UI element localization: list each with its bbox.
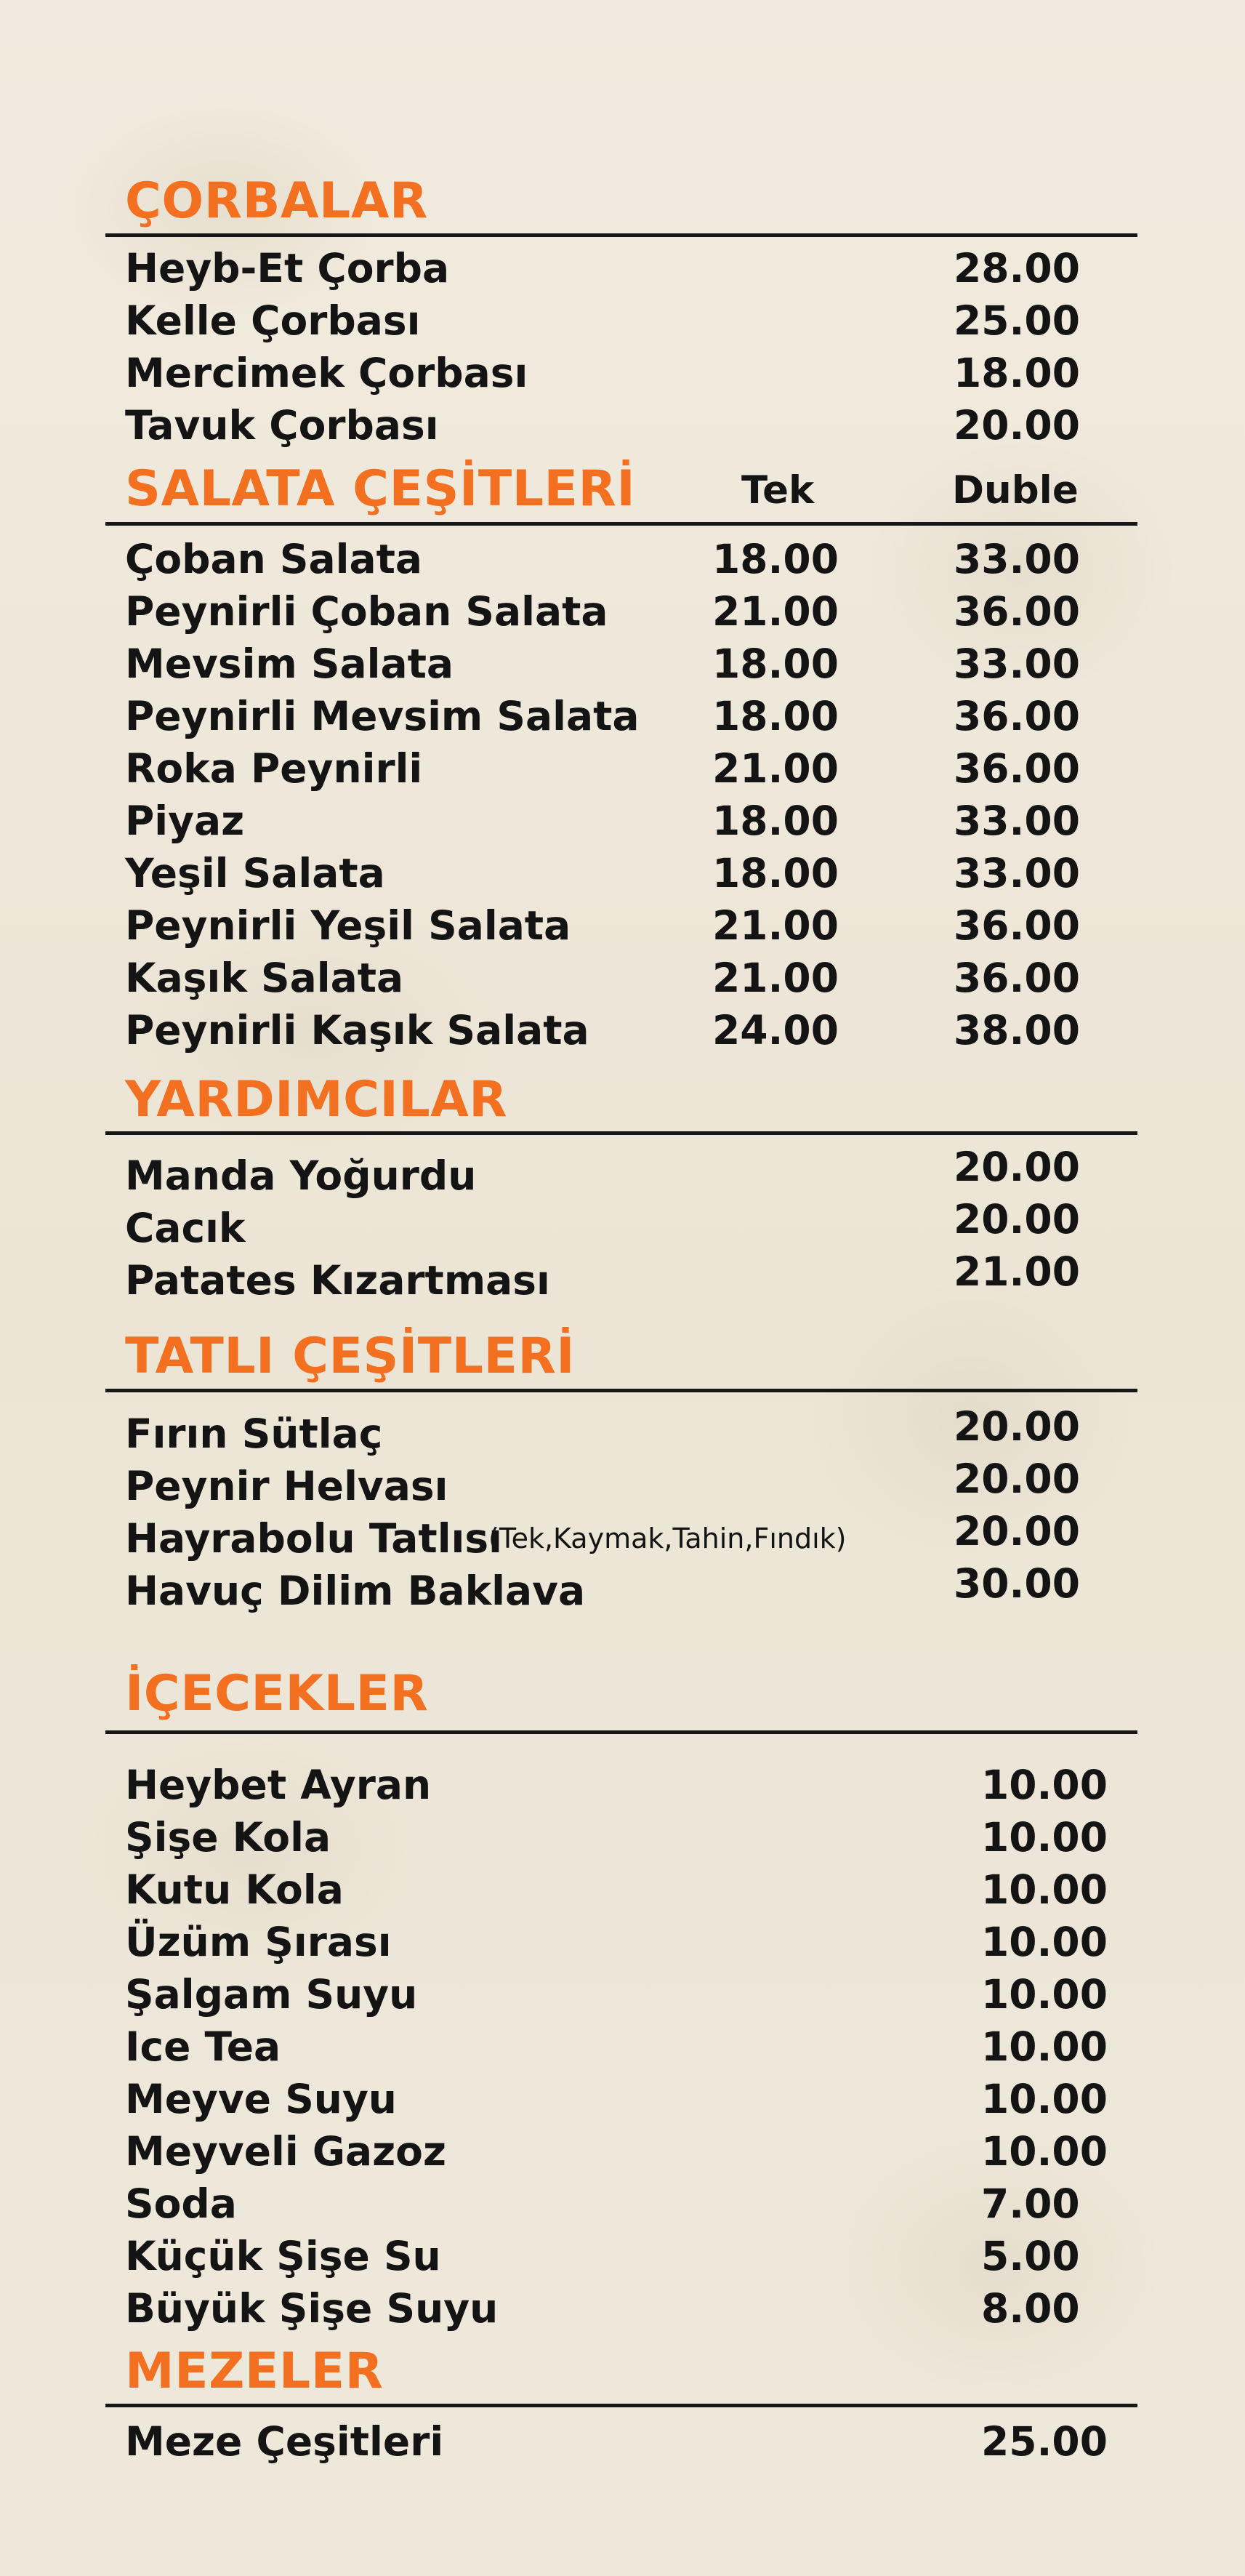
menu-item-price-single: 24.00 (712, 1007, 839, 1054)
menu-item-price: 20.00 (954, 402, 1080, 449)
menu-item-name: Meze Çeşitleri (125, 2418, 444, 2465)
menu-item-price-single: 18.00 (712, 693, 839, 739)
menu-item-name: Yeşil Salata (125, 850, 385, 896)
menu-item-name: Patates Kızartması (125, 1257, 550, 1304)
menu-item-price-double: 36.00 (954, 588, 1080, 635)
menu-item-note: (Tek,Kaymak,Tahin,Fındık) (488, 1522, 847, 1554)
menu-item-name: Havuç Dilim Baklava (125, 1568, 586, 1614)
menu-item-name: Şalgam Suyu (125, 1971, 418, 2018)
menu-item-name: Heyb-Et Çorba (125, 245, 450, 292)
menu-item-name: Fırın Sütlaç (125, 1411, 383, 1457)
menu-item-name: Üzüm Şırası (125, 1919, 392, 1965)
menu-item-name: Mercimek Çorbası (125, 350, 528, 396)
section-title-corbalar: ÇORBALAR (125, 172, 428, 230)
column-header-double: Duble (952, 468, 1079, 513)
menu-item-name: Peynirli Yeşil Salata (125, 902, 571, 949)
section-title-salata: SALATA ÇEŞİTLERİ (125, 460, 636, 518)
menu-item-name: Kelle Çorbası (125, 297, 421, 344)
menu-item-price: 10.00 (981, 2128, 1108, 2175)
menu-item-price-single: 18.00 (712, 850, 839, 896)
menu-item-name: Çoban Salata (125, 536, 423, 582)
menu-item-name: Meyveli Gazoz (125, 2128, 446, 2175)
menu-item-price-single: 18.00 (712, 641, 839, 687)
menu-item-price-double: 33.00 (954, 798, 1080, 844)
menu-item-name: Ice Tea (125, 2023, 281, 2070)
menu-item-price: 20.00 (954, 1403, 1080, 1450)
menu-item-name: Meyve Suyu (125, 2076, 397, 2122)
section-divider (105, 233, 1137, 237)
menu-item-name: Roka Peynirli (125, 745, 423, 792)
menu-item-name: Heybet Ayran (125, 1762, 432, 1808)
menu-item-name: Büyük Şişe Suyu (125, 2285, 499, 2332)
section-title-yardimcilar: YARDIMCILAR (125, 1071, 508, 1128)
menu-item-price: 7.00 (981, 2180, 1080, 2227)
menu-item-name: Mevsim Salata (125, 641, 454, 687)
menu-item-name: Piyaz (125, 798, 245, 844)
menu-item-price-single: 21.00 (712, 588, 839, 635)
menu-item-price-double: 36.00 (954, 902, 1080, 949)
menu-item-name: Küçük Şişe Su (125, 2233, 441, 2279)
section-divider (105, 2404, 1137, 2407)
menu-item-price: 8.00 (981, 2285, 1080, 2332)
menu-item-price: 10.00 (981, 2076, 1108, 2122)
section-title-mezeler: MEZELER (125, 2343, 384, 2400)
section-divider (105, 1389, 1137, 1392)
menu-item-name: Peynir Helvası (125, 1463, 448, 1509)
menu-item-price: 25.00 (981, 2418, 1108, 2465)
menu-item-name: Hayrabolu Tatlısı (125, 1515, 502, 1562)
menu-item-name: Kaşık Salata (125, 955, 404, 1001)
menu-item-price: 25.00 (954, 297, 1080, 344)
menu-item-price-double: 38.00 (954, 1007, 1080, 1054)
menu-item-name: Peynirli Mevsim Salata (125, 693, 640, 739)
menu-item-price: 20.00 (954, 1456, 1080, 1502)
menu-item-name: Tavuk Çorbası (125, 402, 439, 449)
menu-item-price-double: 33.00 (954, 850, 1080, 896)
column-header-single: Tek (741, 468, 815, 513)
menu-item-price: 10.00 (981, 1866, 1108, 1913)
menu-item-price: 28.00 (954, 245, 1080, 292)
menu-item-price: 21.00 (954, 1248, 1080, 1295)
menu-item-name: Soda (125, 2180, 237, 2227)
section-divider (105, 522, 1137, 526)
menu-item-price-double: 33.00 (954, 536, 1080, 582)
menu-item-price: 5.00 (981, 2233, 1080, 2279)
menu-item-price-double: 33.00 (954, 641, 1080, 687)
menu-item-price-double: 36.00 (954, 693, 1080, 739)
menu-item-price: 10.00 (981, 1971, 1108, 2018)
section-divider (105, 1131, 1137, 1135)
menu-item-name: Peynirli Çoban Salata (125, 588, 608, 635)
section-title-tatli: TATLI ÇEŞİTLERİ (125, 1328, 576, 1385)
menu-item-name: Cacık (125, 1205, 246, 1251)
menu-item-name: Peynirli Kaşık Salata (125, 1007, 589, 1054)
section-title-icecekler: İÇECEKLER (125, 1665, 429, 1722)
menu-item-price-double: 36.00 (954, 745, 1080, 792)
menu-item-price: 20.00 (954, 1196, 1080, 1243)
menu-item-price-single: 18.00 (712, 798, 839, 844)
menu-item-price: 18.00 (954, 350, 1080, 396)
menu-item-price-single: 21.00 (712, 955, 839, 1001)
menu-item-price-double: 36.00 (954, 955, 1080, 1001)
menu-item-name: Şişe Kola (125, 1814, 331, 1861)
menu-item-price: 20.00 (954, 1144, 1080, 1190)
menu-item-price-single: 21.00 (712, 745, 839, 792)
menu-item-price-single: 18.00 (712, 536, 839, 582)
menu-item-name: Kutu Kola (125, 1866, 344, 1913)
menu-item-price: 20.00 (954, 1508, 1080, 1554)
menu-item-price: 10.00 (981, 1919, 1108, 1965)
menu-item-price: 10.00 (981, 2023, 1108, 2070)
menu-item-price: 10.00 (981, 1814, 1108, 1861)
menu-item-price: 10.00 (981, 1762, 1108, 1808)
section-divider (105, 1730, 1137, 1734)
menu-item-name: Manda Yoğurdu (125, 1152, 477, 1199)
menu-item-price: 30.00 (954, 1560, 1080, 1607)
menu-item-price-single: 21.00 (712, 902, 839, 949)
